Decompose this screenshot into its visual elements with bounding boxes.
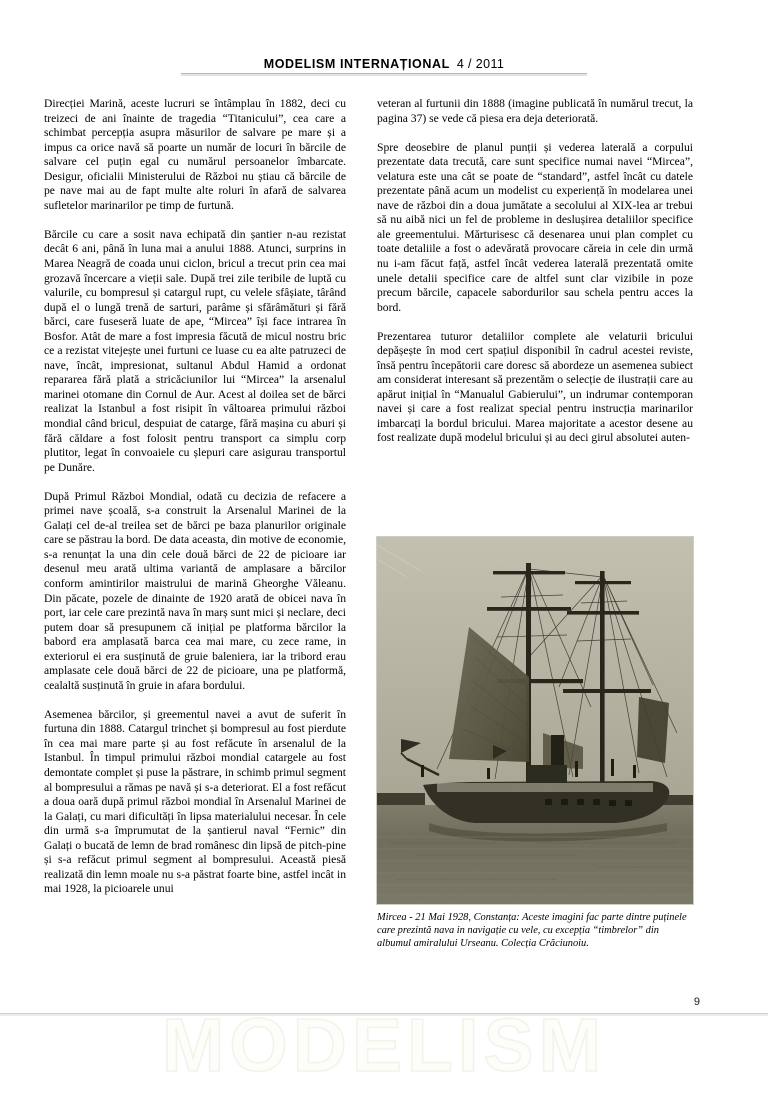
watermark-text: MODELISM <box>161 1016 607 1087</box>
paragraph: Asemenea bărcilor, și greementul navei a avut de suferit în furtuna din 1888. Catargul trinchet și bompresul au fost pierdute în cea mai mare parte și au fost refăcute în arsenalul de la Istanbul. În timpul primului război mondial catargele au fost demontate complet și puse la păstrare, in schimb primul segment al bompresului a rămas pe navă și s-a deteriorat. El a fost refăcut a doua oară după primul război mondial în Arsenalul Marinei de la Galați, cu mari dificultăți în lipsa materialului necesar. În cele din urmă s-a împrumutat de la șantierul naval “Fernic” din Galați o bucată de lemn de brad românesc din lipsă de pitch-pine și s-a refăcut primul segment al bompresului. Această piesă realizată din lemn moale nu s-a păstrat foarte bine, astfel incât in mai 1928, la picioarele unui <box>44 707 346 896</box>
paragraph: Prezentarea tuturor detaliilor complete ale velaturii bricului depășește în mod cert spațiul disponibil în cadrul acestei reviste, însă pentru începătorii care doresc să abordeze un asemenea subiect am considerat interesant să prezentăm o selecție de ilustrații care au apărut inițial în “Manualul Gabierului”, un indrumar contemporan navei și care a fost realizat special pentru instrucția marinarilor imbarcați la bordul bricului. Marea majoritate a acestor desene au fost realizate după modelul bricului și au deci girul absolutei auten- <box>377 329 693 445</box>
paragraph: Bărcile cu care a sosit nava echipată din șantier n-au rezistat decât 6 ani, până în luna mai a anului 1888. Atunci, surprins in Marea Neagră de coada unui ciclon, bricul a trecut prin cea mai grozavă încercare a vieții sale. După trei zile teribile de luptă cu valurile, cu bompresul și catargul rupt, cu velele sfâșiate, târând după el o lungă trenă de sarturi, parâme și sfărâmături și fără bărci, care fuseseră luate de ape, “Mircea” își face intrarea în Bosfor. Atât de mare a fost impresia făcută de micul nostru bric ce a rezistat vitejește unei furtuni ce luase cu ea alte patruzeci de nave, încât, impresionat, sultanul Abdul Hamid a ordonat repararea fără plată a stricăciunilor lui “Mircea” la arsenalul marinei otomane din Cornul de Aur. Acest al doilea set de bărci realizat la Istanbul a fost risipit în vâltoarea primului război mondial când bricul, despuiat de catarge, fără mașina cu aburi și fără căldare a fost folosit pentru transport ca simplu corp plutitor, legat în convoaiele cu șlepuri care asigurau transportul pe Dunăre. <box>44 227 346 474</box>
footer-watermark <box>0 1016 768 1088</box>
figure-block <box>377 537 693 951</box>
paragraph: veteran al furtunii din 1888 (imagine publicată în numărul trecut, la pagina 37) se vede că piesa era deja deteriorată. <box>377 97 693 125</box>
magazine-title: MODELISM INTERNAȚIONAL <box>263 56 450 71</box>
page-header-inner <box>181 58 587 75</box>
page-number: 9 <box>693 996 700 1008</box>
photo-illustration <box>377 537 693 904</box>
header-divider <box>181 73 587 76</box>
photo-brig-mircea-under-sail <box>377 537 693 904</box>
page-header <box>0 46 768 74</box>
issue-number: 4 / 2011 <box>456 56 505 71</box>
footer-divider <box>0 1013 768 1016</box>
paragraph: După Primul Război Mondial, odată cu decizia de refacere a primei nave școală, s-a construit la Arsenalul Marinei de la Galați cel de-al treilea set de bărci pe baza planurilor originale care se păstrau la bord. De data aceasta, din motive de economie, s-a renunțat la una din cele două bărci de 22 de picioare iar desenul meu arată ultima variantă de amplasare a bărcilor conform amintirilor maistrului de marină Gheorghe Văleanu. Din păcate, pozele de dinainte de 1920 arată de obicei nava în port, iar cele care prezintă nava în marș sunt mici și neclare, deci putem doar să presupunem că inițial pe platforma bărcilor la babord era amplasată barca cea mai mare, cu zece rame, in exteriorul ei era susținută de gruie baleniera, iar la tribord erau amplasate cele două bărci de 22 de picioare, una pe platformă, cealaltă susținută în gruie in afara bordului. <box>44 489 346 692</box>
paragraph: Direcției Marină, aceste lucruri se întâmplau în 1882, deci cu treizeci de ani înainte de tragedia “Titanicului”, cea care a schimbat percepția asupra măsurilor de salvare pe mare și a impus ca orice navă să poarte un număr de locuri în bărcile de salvare cel puțin egal cu numărul persoanelor îmbarcate. Desigur, oficialii Ministerului de Război nu știau că bărcile de pe nave mai au de fapt multe alte roluri în afară de salvarea sufletelor marinarilor pe timp de furtună. <box>44 97 346 212</box>
figure-caption: Mircea - 21 Mai 1928, Constanța: Aceste imagini fac parte dintre puținele care prezintă nava in navigație cu vele, cu excepția “timbrelor” din albumul amiralului Urseanu. Colecția Crăciunoiu. <box>377 912 687 950</box>
body-text-left-column <box>44 97 346 897</box>
paragraph: Spre deosebire de planul punții și vederea laterală a corpului prezentate data trecută, care sunt specifice numai navei “Mircea”, velatura este una cât se poate de “standard”, astfel încât cu datele prezentate până acum un modelist cu experiență în modelarea unei nave de război din a doua jumătate a secolului al XIX-lea ar trebui să nu aibă nici un fel de probleme in deslușirea detaliilor specifice ale greementului. Mărturisesc că desenarea unui plan complet cu toate detaliile a fost o adevărată provocare căreia in cele din urmă nu i-am făcut față, astfel încât vederea laterală prezentată omite unele detalii specifice care de altfel sunt clar vizibile in poze precum bărcile, capacele sabordurilor sau schela pentru acces la bord. <box>377 140 693 314</box>
body-text-right-column <box>377 97 693 446</box>
